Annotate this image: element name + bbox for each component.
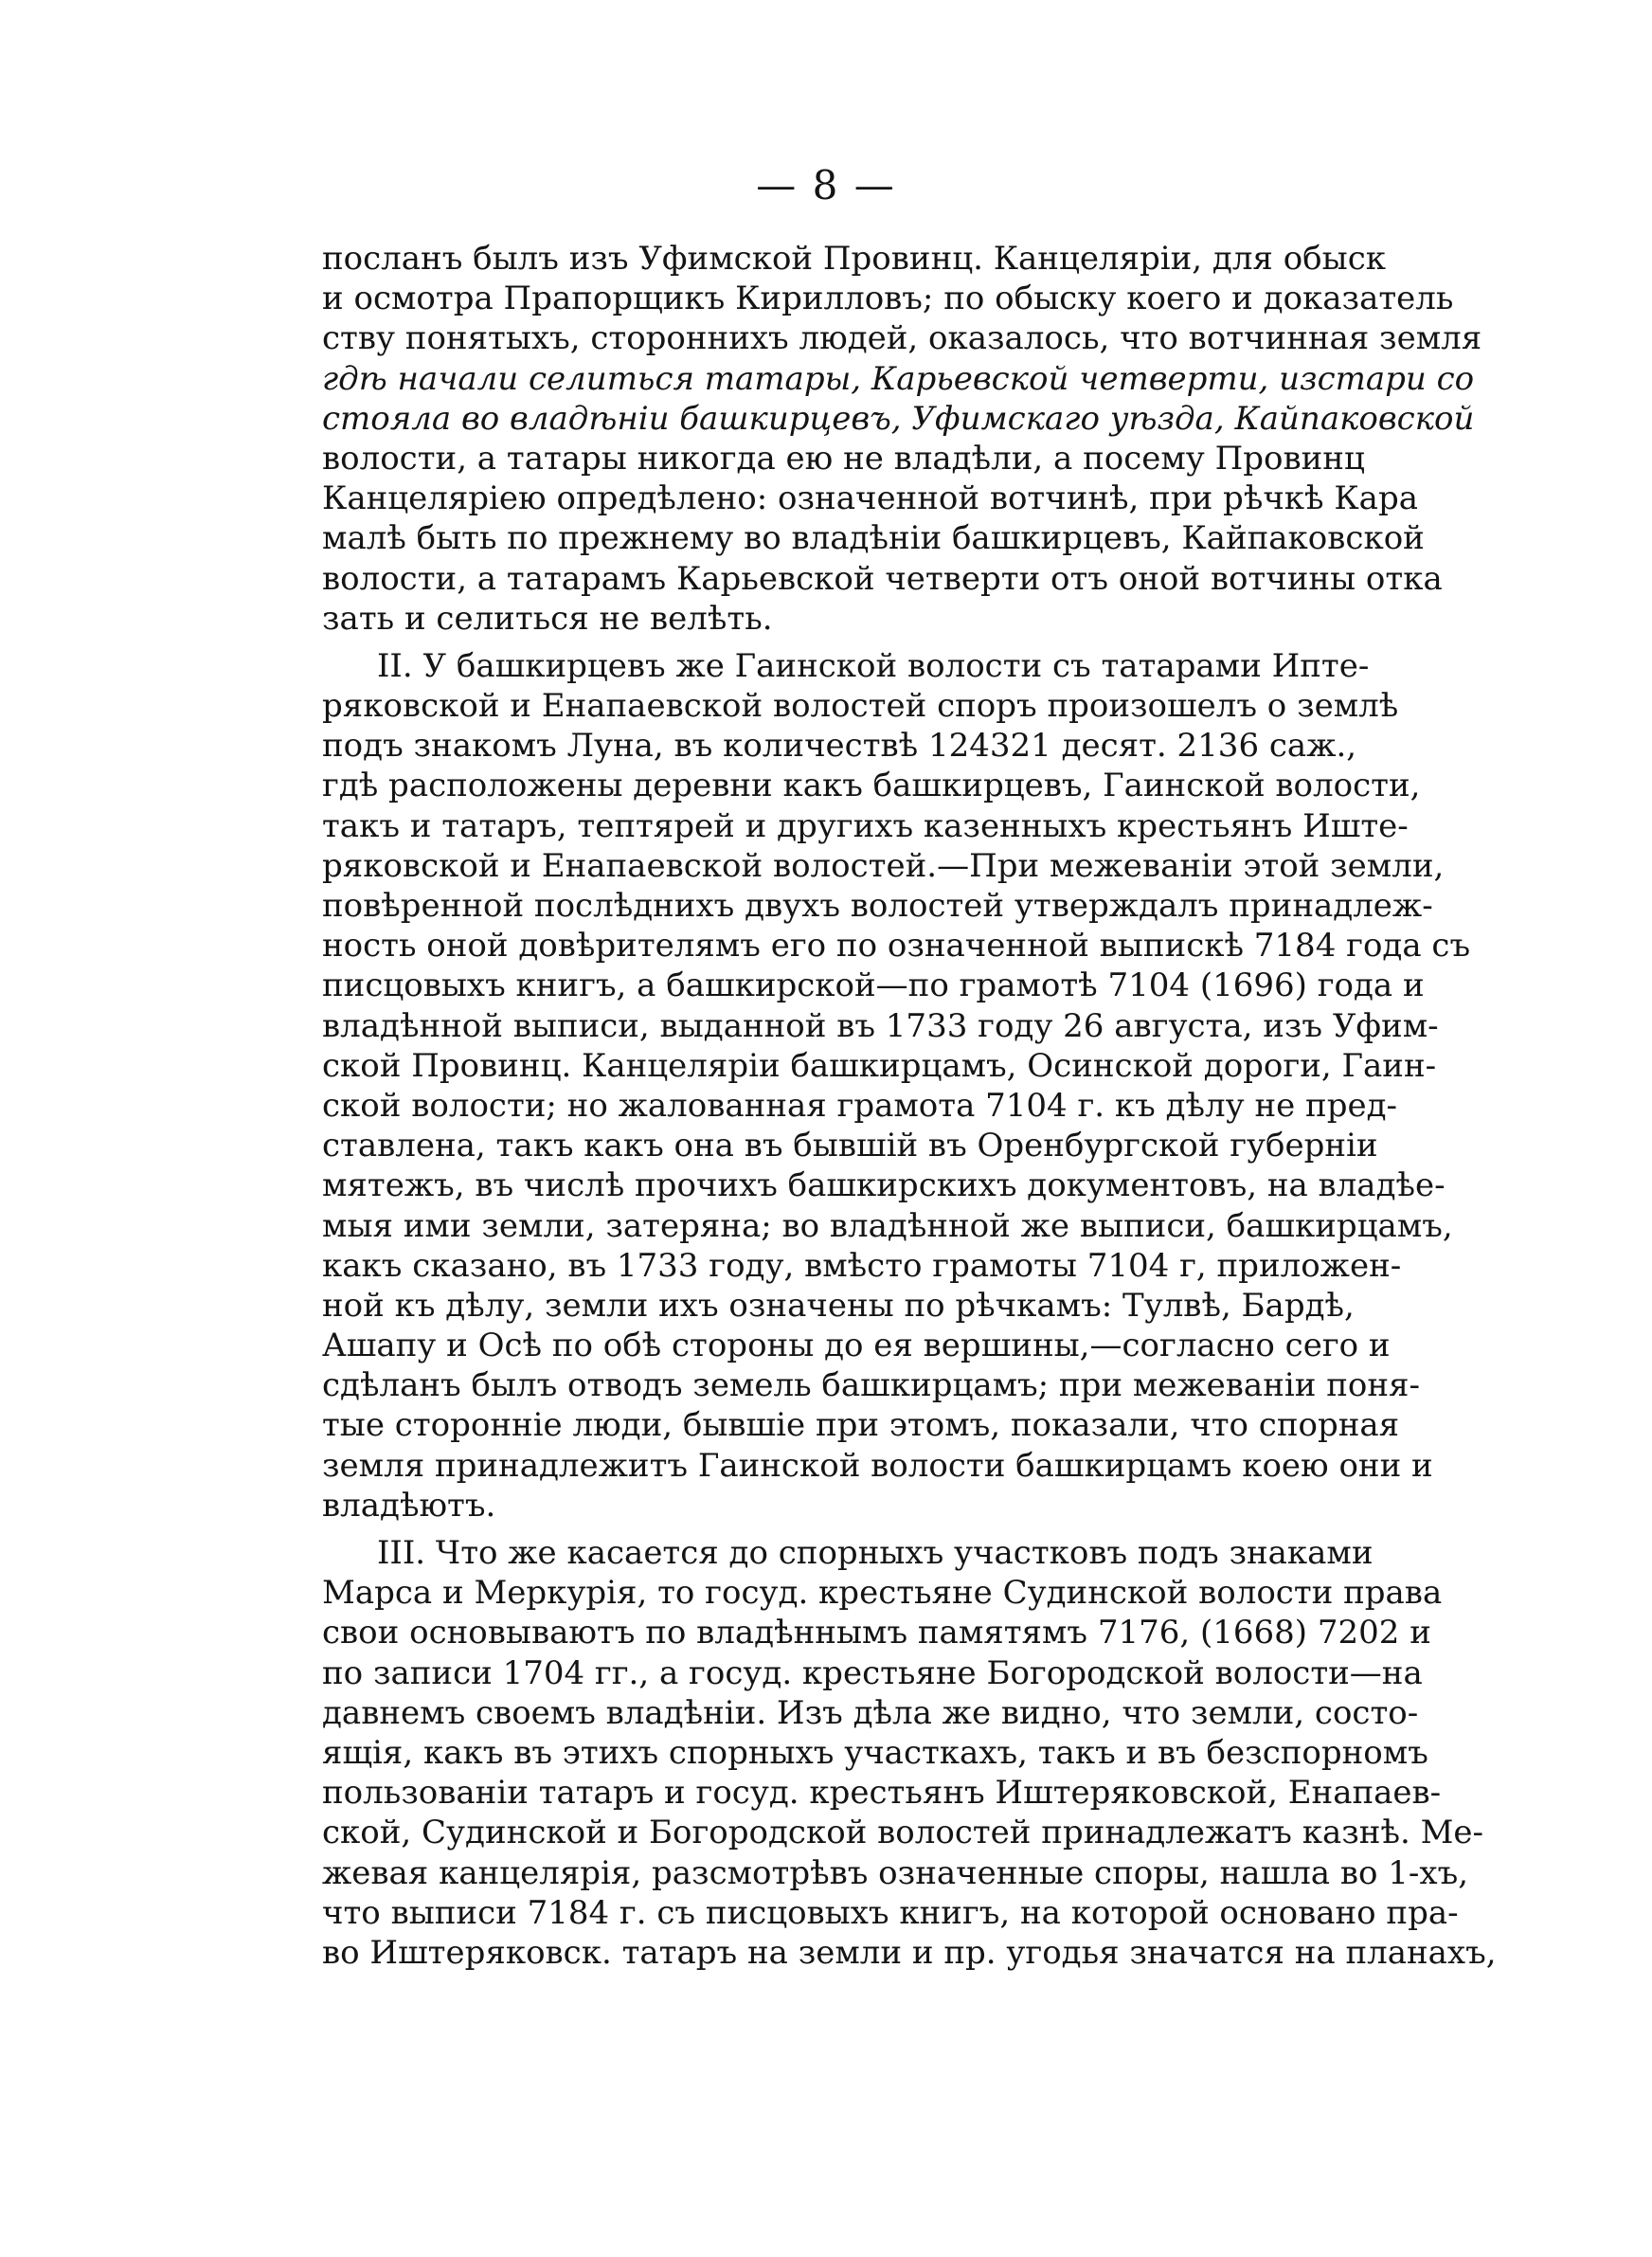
text-line: давнемъ своемъ владѣніи. Изъ дѣла же видно, что земли, состо-: [322, 1693, 1419, 1732]
text-line: ской Провинц. Канцеляріи башкирцамъ, Осинской дороги, Гаин-: [322, 1046, 1437, 1085]
text-line: какъ сказано, въ 1733 году, вмѣсто грамоты 7104 г, приложен-: [322, 1246, 1402, 1285]
text-line: ряковской и Енапаевской волостей.—При межеваніи этой земли,: [322, 846, 1445, 885]
text-line: жевая канцелярія, разсмотрѣвъ означенные споры, нашла во 1-хъ,: [322, 1853, 1469, 1892]
text-line: Ашапу и Осѣ по обѣ стороны до ея вершины,—согласно сего и: [322, 1327, 1391, 1365]
text-line: ставлена, такъ какъ она въ бывшій въ Оренбургской губерніи: [322, 1127, 1378, 1165]
text-line: во Иштеряковск. татаръ на земли и пр. угодья значатся на планахъ,: [322, 1933, 1497, 1972]
text-line: ящія, какъ въ этихъ спорныхъ участкахъ, такъ и въ безспорномъ: [322, 1733, 1428, 1772]
text-line: ряковской и Енапаевской волостей споръ произошелъ о землѣ: [322, 687, 1399, 726]
text-line: подъ знакомъ Луна, въ количествѣ 124321 десят. 2136 саж.,: [322, 727, 1357, 766]
text-line: повѣренной послѣднихъ двухъ волостей утверждалъ принадлеж-: [322, 887, 1433, 925]
text-line: пользованіи татаръ и госуд. крестьянъ Иштеряковской, Енапаев-: [322, 1774, 1442, 1813]
text-line: Марса и Меркурія, то госуд. крестьяне Судинской волости права: [322, 1574, 1443, 1613]
text-line: II. У башкирцевъ же Гаинской волости съ татарами Ипте-: [377, 646, 1370, 685]
text-line: такъ и татаръ, тептярей и другихъ казенныхъ крестьянъ Иште-: [322, 806, 1409, 845]
text-line: ной къ дѣлу, земли ихъ означены по рѣчкамъ: Тулвѣ, Бардѣ,: [322, 1286, 1355, 1325]
text-line: посланъ былъ изъ Уфимской Провинц. Канцеляріи, для обыск: [322, 240, 1386, 278]
text-line: волости, а татары никогда ею не владѣли, а посему Провинц: [322, 439, 1365, 478]
text-line: тые сторонніе люди, бывшіе при этомъ, показали, что спорная: [322, 1406, 1400, 1445]
text-line: мыя ими земли, затеряна; во владѣнной же выписи, башкирцамъ,: [322, 1206, 1453, 1245]
text-line: III. Что же касается до спорныхъ участковъ подъ знаками: [377, 1534, 1374, 1572]
text-line: Канцеляріею опредѣлено: означенной вотчинѣ, при рѣчкѣ Кара: [322, 479, 1418, 518]
text-line: малѣ быть по прежнему во владѣніи башкирцевъ, Кайпаковской: [322, 519, 1425, 558]
body-text: [322, 239, 1497, 1973]
text-line: владѣнной выписи, выданной въ 1733 году 26 августа, изъ Уфим-: [322, 1006, 1439, 1045]
text-line: гдѣ расположены деревни какъ башкирцевъ, Гаинской волости,: [322, 767, 1421, 805]
text-line: по записи 1704 гг., а госуд. крестьяне Богородской волости—на: [322, 1653, 1423, 1692]
text-line: земля принадлежитъ Гаинской волости башкирцамъ коею они и: [322, 1446, 1433, 1485]
text-line: свои основываютъ по владѣннымъ памятямъ 7176, (1668) 7202 и: [322, 1614, 1431, 1652]
text-line: гдѣ начали селиться татары, Карьевской четверти, изстари со: [322, 359, 1475, 398]
text-line: что выписи 7184 г. съ писцовыхъ книгъ, на которой основано пра-: [322, 1893, 1459, 1932]
text-line: владѣютъ.: [322, 1486, 496, 1525]
text-line: зать и селиться не велѣть.: [322, 599, 773, 638]
text-line: мятежъ, въ числѣ прочихъ башкирскихъ документовъ, на владѣе-: [322, 1166, 1446, 1205]
text-line: волости, а татарамъ Карьевской четверти отъ оной вотчины отка: [322, 559, 1443, 598]
text-line: ству понятыхъ, стороннихъ людей, оказалось, что вотчинная земля: [322, 319, 1482, 358]
text-line: ской волости; но жалованная грамота 7104 г. къ дѣлу не пред-: [322, 1086, 1398, 1125]
page-number: — 8 —: [756, 162, 896, 208]
text-line: ность оной довѣрителямъ его по означенной выпискѣ 7184 года съ: [322, 927, 1471, 966]
text-line: писцовыхъ книгъ, а башкирской—по грамотѣ 7104 (1696) года и: [322, 966, 1425, 1005]
text-line: ской, Судинской и Богородской волостей принадлежатъ казнѣ. Ме-: [322, 1814, 1484, 1852]
text-line: и осмотра Прапорщикъ Кирилловъ; по обыску коего и доказатель: [322, 280, 1454, 318]
text-line: сдѣланъ былъ отводъ земель башкирцамъ; при межеваніи поня-: [322, 1366, 1420, 1405]
text-line: стояла во владѣніи башкирцевъ, Уфимскаго уѣзда, Кайпаковской: [322, 399, 1475, 438]
